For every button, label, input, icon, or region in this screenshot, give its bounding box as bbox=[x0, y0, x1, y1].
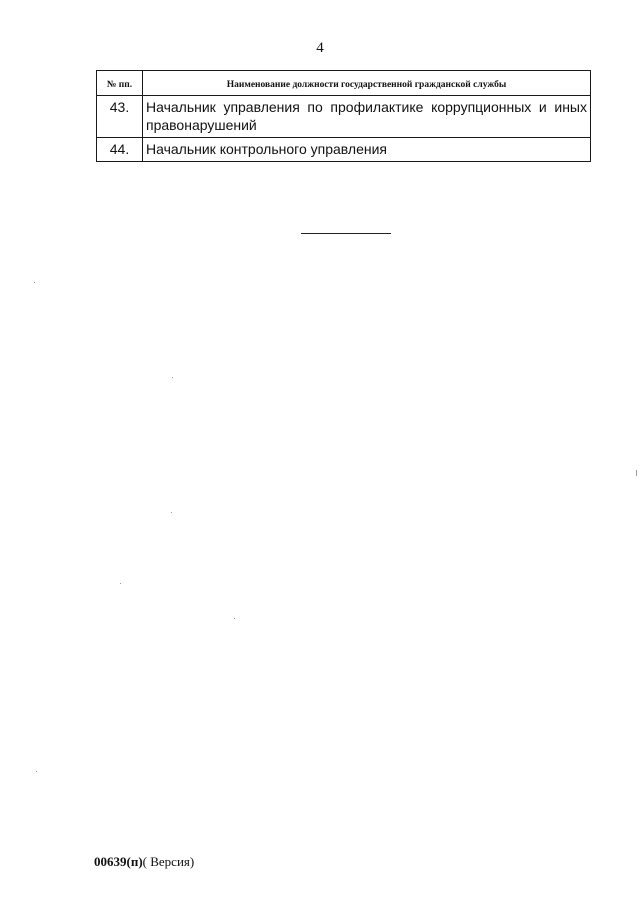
row-number: 43. bbox=[97, 96, 143, 138]
document-footer-code bbox=[94, 854, 194, 870]
table-header-row bbox=[97, 71, 591, 96]
document-code: 00639(п) bbox=[94, 854, 143, 869]
row-position-title: Начальник контрольного управления bbox=[143, 138, 591, 162]
row-position-title: Начальник управления по профилактике коррупционных и иных правонарушений bbox=[143, 96, 591, 138]
positions-table bbox=[96, 70, 591, 162]
scan-speck bbox=[636, 470, 637, 476]
table-row bbox=[97, 96, 591, 138]
header-number-column: № пп. bbox=[97, 71, 143, 96]
scan-speck bbox=[36, 771, 37, 772]
scan-speck bbox=[234, 618, 235, 619]
header-title-column: Наименование должности государственной гражданской службы bbox=[143, 71, 591, 96]
scan-speck bbox=[172, 377, 173, 378]
table-row bbox=[97, 138, 591, 162]
scan-speck bbox=[171, 512, 172, 513]
page-number: 4 bbox=[316, 40, 324, 56]
closing-separator-line bbox=[301, 233, 391, 234]
version-label: ( Версия) bbox=[142, 854, 195, 869]
scan-speck bbox=[34, 282, 35, 283]
row-number: 44. bbox=[97, 138, 143, 162]
scan-speck bbox=[120, 583, 121, 584]
